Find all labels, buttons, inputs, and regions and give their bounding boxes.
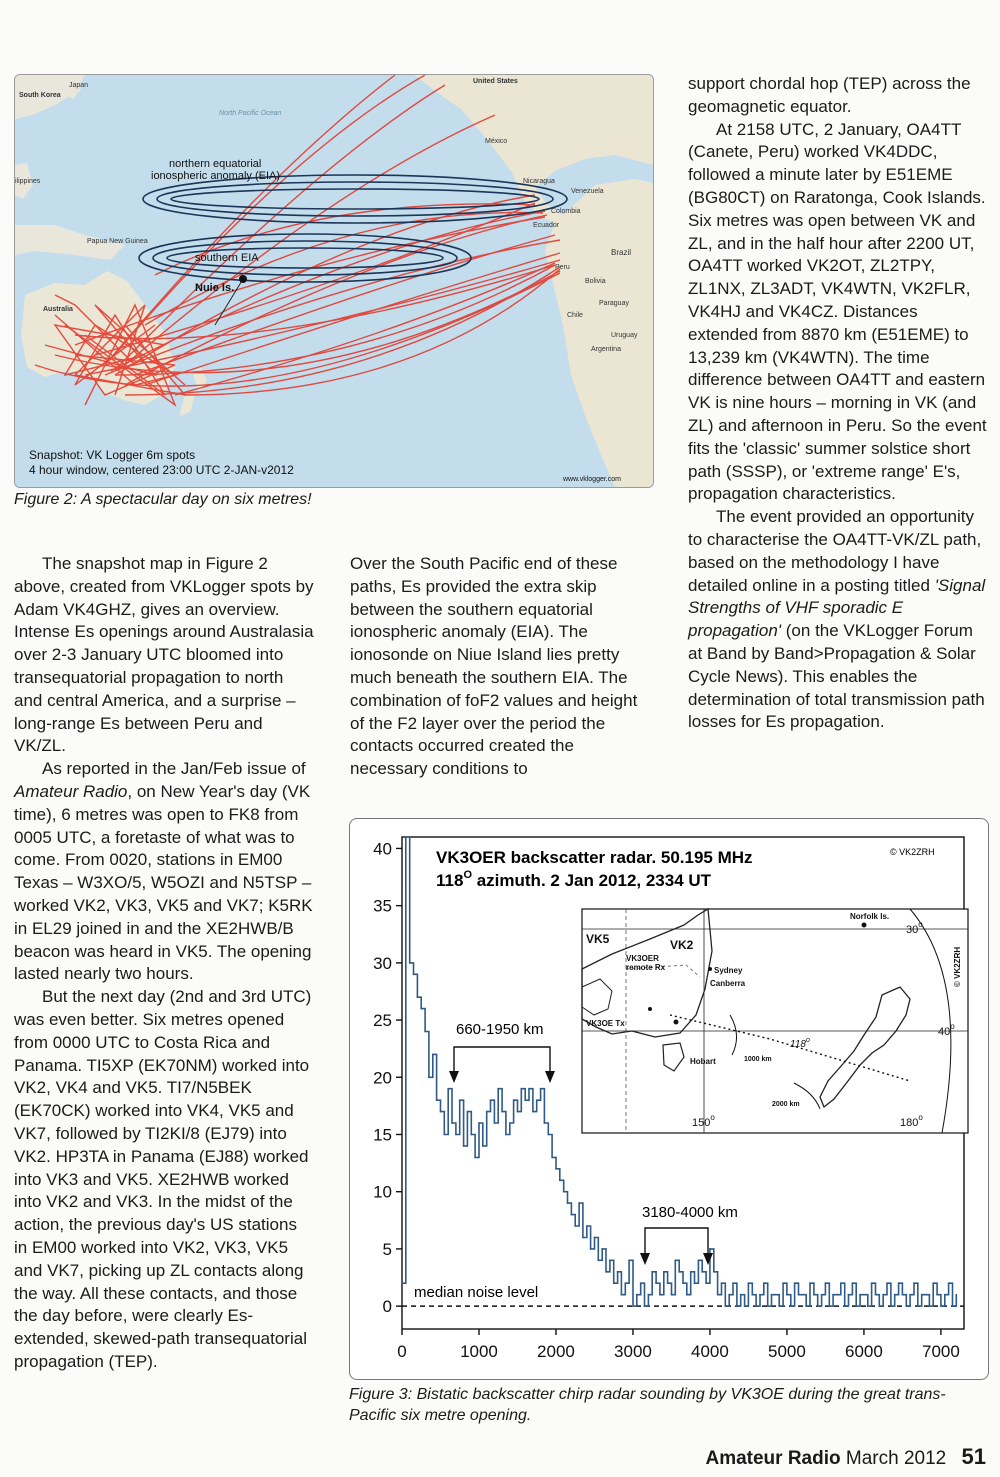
inset-label-lat30: 30$^o$ [906, 920, 923, 936]
label-peru: Peru [555, 264, 570, 271]
data-point [713, 1271, 715, 1273]
data-point [436, 1099, 438, 1101]
data-point [590, 1248, 592, 1250]
y-tick-label: 25 [373, 1011, 392, 1031]
data-point [524, 1099, 526, 1101]
inset-label-norfolk: Norfolk Is. [850, 912, 890, 921]
data-point [844, 1305, 846, 1307]
x-tick-label: 1000 [460, 1342, 498, 1361]
posting-title: 'Signal Strengths of VHF sporadic E propagation' [688, 575, 986, 641]
inset-label-vk5: VK5 [586, 932, 610, 946]
data-point [836, 1294, 838, 1296]
x-tick-label: 4000 [691, 1342, 729, 1361]
data-point [632, 1305, 634, 1307]
inset-label-sydney: Sydney [714, 966, 743, 975]
y-tick-label: 5 [382, 1239, 392, 1259]
data-point [536, 1099, 538, 1101]
data-point [828, 1305, 830, 1307]
bracket-3180-4000 [645, 1228, 708, 1259]
data-point [952, 1305, 954, 1307]
data-point [694, 1282, 696, 1284]
data-point [563, 1191, 565, 1193]
data-point [744, 1305, 746, 1307]
label-northern-eia-2: ionospheric anomaly (EIA) [151, 170, 281, 182]
data-point [805, 1305, 807, 1307]
chart-title-line-2: $118^O$ azimuth. 2 Jan 2012, 2334 UT [436, 869, 712, 890]
data-point [909, 1294, 911, 1296]
column-1-paragraph-2 [14, 758, 314, 986]
data-point [613, 1282, 615, 1284]
data-point [859, 1294, 861, 1296]
y-tick-label: 20 [373, 1068, 392, 1088]
column-1-paragraph-1: The snapshot map in Figure 2 above, created from VKLogger spots by Adam VK4GHZ, gives an overview. Intense Es openings around Australasia over 2-3 January UTC bloomed into transequatorial propagation to north and central America, and a surprise – long-range Es between Peru and VK/ZL. [14, 554, 314, 756]
inset-label-2000km: 2000 km [772, 1101, 800, 1108]
inset-map [582, 909, 968, 1133]
data-point [528, 1088, 530, 1090]
data-point [551, 1157, 553, 1159]
data-point [405, 836, 407, 838]
data-point [578, 1202, 580, 1204]
figure-2-map [14, 74, 654, 488]
data-point [809, 1282, 811, 1284]
data-point [582, 1237, 584, 1239]
label-north-pacific: North Pacific Ocean [219, 110, 282, 117]
data-point [474, 1157, 476, 1159]
data-point [732, 1282, 734, 1284]
data-point [517, 1111, 519, 1113]
x-tick-label: 3000 [614, 1342, 652, 1361]
data-point [921, 1294, 923, 1296]
column-2-paragraph-1: Over the South Pacific end of these paths, Es provided the extra skip between the southern equatorial ionospheric anomaly (EIA). The ionosonde on Niue Island lies pretty much beneath the southern EIA. The combination of foF2 values and height of the F2 layer over the period the contacts occurred created the necessary conditions to [350, 554, 638, 779]
magazine-name: Amateur Radio [705, 1448, 841, 1469]
data-point [879, 1305, 881, 1307]
data-point [913, 1282, 915, 1284]
label-united-states: United States [473, 78, 518, 85]
column-3-paragraph-2: At 2158 UTC, 2 January, OA4TT (Canete, Peru) worked VK4DDC, followed a minute later by E51EME (BG80CT) on Raratonga, Cook Islands. Six metres was open between VK and ZL, and in the half hour after 2200 UT, OA4TT worked VK2OT, ZL2TPY, ZL1NX, ZL3ADT, VK4WTN, VK2FLR, VK4HJ and VK4CZ. Distances extended from 8870 km (E51EME) to 13,239 km (VK4WTN). The time difference between OA4TT and eastern VK is nine hours – morning in VK (and ZL) and afternoon in Peru. So the event fits the 'classic' summer solstice short path (SSSP), or 'extreme range' E's, propagation characteristics. [688, 119, 987, 504]
data-point [463, 1145, 465, 1147]
snapshot-line-2: 4 hour window, centered 23:00 UTC 2-JAN-v2012 [29, 463, 294, 477]
label-papua-new-guinea: Papua New Guinea [87, 238, 148, 245]
data-point [725, 1305, 727, 1307]
data-point [875, 1294, 877, 1296]
data-point [574, 1225, 576, 1227]
x-tick-label: 0 [397, 1342, 407, 1361]
data-point [413, 974, 415, 976]
data-point [547, 1134, 549, 1136]
column-1 [14, 553, 314, 1374]
label-mexico: México [485, 138, 508, 145]
data-point [867, 1305, 869, 1307]
data-point [675, 1260, 677, 1262]
data-point [832, 1294, 834, 1296]
y-tick-label: 40 [373, 839, 392, 859]
data-point [698, 1260, 700, 1262]
y-tick-label: 30 [373, 953, 392, 973]
inset-label-lat40: 40$^o$ [938, 1022, 955, 1038]
data-point [598, 1260, 600, 1262]
data-point [721, 1282, 723, 1284]
y-tick-label: 15 [373, 1125, 392, 1145]
data-point [444, 1134, 446, 1136]
label-philippines: ilippines [15, 178, 41, 185]
data-point [871, 1282, 873, 1284]
label-south-korea: South Korea [19, 92, 61, 99]
figure-2-caption: Figure 2: A spectacular day on six metres! [14, 491, 312, 508]
label-brazil: Brazil [611, 248, 632, 257]
data-point [451, 1122, 453, 1124]
annotation-660-1950: 660-1950 km [456, 1021, 544, 1038]
data-point [917, 1305, 919, 1307]
x-tick-label: 5000 [768, 1342, 806, 1361]
label-japan: Japan [69, 82, 89, 89]
inset-label-vk2zrh: © VK2ZRH [953, 946, 962, 987]
data-point [771, 1294, 773, 1296]
label-argentina: Argentina [591, 346, 621, 353]
inset-label-vk3oer: VK3OER [626, 954, 659, 963]
data-point [509, 1122, 511, 1124]
y-tick-label: 10 [373, 1182, 392, 1202]
data-point [944, 1294, 946, 1296]
data-point [813, 1294, 815, 1296]
data-point [467, 1111, 469, 1113]
figure-3-chart [349, 818, 989, 1380]
inset-norfolk-marker [862, 923, 867, 928]
data-point [748, 1282, 750, 1284]
column-1-paragraph-3: But the next day (2nd and 3rd UTC) was even better. Six metres opened from 0000 UTC to Costa Rica and Panama. TI5XP (EK70NM) worked into VK2, VK4 and VK5. TI7/N5BEK (EK70CK) worked into VK4, VK5 and VK7, followed by TI2KI/8 (EJ79) into VK2. HP3TA in Panama (EJ88) worked into VK3 and VK5. XE2HWB worked into VK2 and VK3. In the midst of the action, the previous day's US stations in EM00 worked into VK2, VK3, VK5 and VK7, picking up ZL contacts along the way. All these contacts, and those the day before, were clearly Es-extended, skewed-path transequatorial propagation (TEP). [14, 987, 312, 1371]
data-point [505, 1134, 507, 1136]
paragraph-3-lead: The event provided an opportunity to characterise the OA4TT-VK/ZL path, based on the methodology I have detailed online in a posting titled [688, 507, 982, 595]
data-point [586, 1225, 588, 1227]
data-point [671, 1294, 673, 1296]
y-tick-label: 0 [382, 1297, 392, 1317]
data-point [617, 1271, 619, 1273]
data-point [621, 1294, 623, 1296]
backscatter-chart [350, 819, 988, 1379]
data-point [798, 1294, 800, 1296]
issue-date: March 2012 [845, 1448, 947, 1469]
data-point [513, 1099, 515, 1101]
data-point [555, 1168, 557, 1170]
snapshot-line-1: Snapshot: VK Logger 6m spots [29, 448, 196, 462]
data-point [705, 1282, 707, 1284]
column-2 [350, 553, 646, 781]
data-point [432, 1054, 434, 1056]
data-point [728, 1294, 730, 1296]
data-point [936, 1294, 938, 1296]
label-colombia: Colombia [551, 208, 581, 215]
data-point [601, 1248, 603, 1250]
data-point [424, 1031, 426, 1033]
data-point [428, 1076, 430, 1078]
data-point [775, 1294, 777, 1296]
data-point [817, 1305, 819, 1307]
label-northern-eia-1: northern equatorial [169, 158, 262, 170]
vklogger-watermark: www.vklogger.com [563, 476, 621, 483]
data-point [701, 1271, 703, 1273]
data-point [840, 1282, 842, 1284]
data-point [470, 1134, 472, 1136]
chart-title-line-1: VK3OER backscatter radar. 50.195 MHz [436, 848, 753, 867]
label-nicaragua: Nicaragua [523, 178, 555, 185]
data-point [855, 1305, 857, 1307]
paragraph-2-lead: As reported in the Jan/Feb issue of [42, 759, 306, 779]
data-point [651, 1271, 653, 1273]
data-point [790, 1305, 792, 1307]
chart-copyright: © VK2ZRH [890, 847, 935, 857]
inset-label-1000km: 1000 km [744, 1056, 772, 1063]
bracket-660-1950 [454, 1047, 550, 1077]
data-point [932, 1282, 934, 1284]
data-point [482, 1145, 484, 1147]
data-point [594, 1237, 596, 1239]
data-point [894, 1294, 896, 1296]
propagation-map [15, 75, 653, 487]
data-point [420, 1008, 422, 1010]
data-point [863, 1294, 865, 1296]
bracket-660-1950-arrows [449, 1071, 555, 1083]
data-point [624, 1282, 626, 1284]
data-point [532, 1111, 534, 1113]
inset-label-vk2: VK2 [670, 938, 694, 952]
column-3-paragraph-1: support chordal hop (TEP) across the geomagnetic equator. [688, 74, 971, 116]
data-point [455, 1134, 457, 1136]
data-point [821, 1294, 823, 1296]
data-point [644, 1305, 646, 1307]
data-point [459, 1099, 461, 1101]
label-australia: Australia [43, 306, 73, 313]
data-point [940, 1305, 942, 1307]
inset-sydney-marker [708, 967, 712, 971]
label-ecuador: Ecuador [533, 222, 560, 229]
data-point [852, 1282, 854, 1284]
data-point [636, 1294, 638, 1296]
data-point [567, 1202, 569, 1204]
data-point [659, 1294, 661, 1296]
data-point [886, 1282, 888, 1284]
column-3-paragraph-3 [688, 506, 988, 734]
data-point [571, 1214, 573, 1216]
data-point [559, 1179, 561, 1181]
data-point [494, 1122, 496, 1124]
data-point [740, 1294, 742, 1296]
data-point [478, 1122, 480, 1124]
data-point [497, 1088, 499, 1090]
inset-vk3oe-tx-marker [674, 1020, 679, 1025]
data-point [628, 1260, 630, 1262]
data-point [640, 1282, 642, 1284]
data-point [686, 1294, 688, 1296]
data-point [948, 1282, 950, 1284]
data-point [605, 1271, 607, 1273]
niue-marker [239, 275, 247, 283]
y-tick-label: 35 [373, 896, 392, 916]
data-point [802, 1294, 804, 1296]
data-point [401, 1282, 403, 1284]
inset-label-vk3oe-tx: VK3OE Tx [586, 1019, 625, 1028]
data-point [609, 1260, 611, 1262]
data-point [905, 1305, 907, 1307]
data-point [667, 1282, 669, 1284]
data-point [898, 1282, 900, 1284]
publication-title: Amateur Radio [14, 781, 128, 801]
data-point [447, 1088, 449, 1090]
inset-label-azimuth: 118$^o$ [790, 1037, 810, 1050]
data-point [848, 1294, 850, 1296]
data-point [751, 1294, 753, 1296]
inset-label-remote-rx: remote Rx [626, 963, 666, 972]
inset-remote-rx-marker [648, 1007, 652, 1011]
data-point [678, 1271, 680, 1273]
data-point [648, 1294, 650, 1296]
data-point [882, 1294, 884, 1296]
label-chile: Chile [567, 312, 583, 319]
data-point [755, 1305, 757, 1307]
data-point [778, 1305, 780, 1307]
paragraph-3-rest: (on the VKLogger Forum at Band by Band>Propagation & Solar Cycle News). This enables the determination of total transmission path losses for Es propagation. [688, 621, 985, 732]
data-point [709, 1248, 711, 1250]
label-southern-eia: southern EIA [195, 252, 259, 264]
data-point [902, 1294, 904, 1296]
data-point [490, 1099, 492, 1101]
data-point [409, 962, 411, 964]
label-paraguay: Paraguay [599, 300, 629, 307]
data-point [767, 1305, 769, 1307]
label-uruguay: Uruguay [611, 332, 638, 339]
label-venezuela: Venezuela [571, 188, 604, 195]
data-point [759, 1294, 761, 1296]
data-point [440, 1111, 442, 1113]
data-point [544, 1122, 546, 1124]
data-point [794, 1282, 796, 1284]
data-point [521, 1088, 523, 1090]
figure-3-caption: Figure 3: Bistatic backscatter chirp radar sounding by VK3OE during the great trans-Pacific six metre opening. [349, 1386, 946, 1424]
data-point [655, 1282, 657, 1284]
data-point [736, 1305, 738, 1307]
data-point [929, 1305, 931, 1307]
data-point [925, 1294, 927, 1296]
data-point [501, 1111, 503, 1113]
data-point [682, 1282, 684, 1284]
data-point [786, 1294, 788, 1296]
data-point [782, 1282, 784, 1284]
annotation-3180-4000: 3180-4000 km [642, 1204, 738, 1221]
label-bolivia: Bolivia [585, 278, 606, 285]
inset-label-canberra: Canberra [710, 979, 746, 988]
data-point [486, 1111, 488, 1113]
column-3 [688, 73, 988, 734]
noise-level-label: median noise level [414, 1284, 539, 1301]
data-point [956, 1294, 958, 1296]
data-point [825, 1282, 827, 1284]
inset-label-hobart: Hobart [690, 1057, 716, 1066]
data-point [717, 1294, 719, 1296]
inset-label-lon150: 150$^o$ [692, 1113, 715, 1129]
x-tick-label: 6000 [845, 1342, 883, 1361]
page-footer [705, 1444, 986, 1470]
inset-label-lon180: 180$^o$ [900, 1113, 923, 1129]
data-point [690, 1271, 692, 1273]
data-point [417, 996, 419, 998]
x-tick-label: 2000 [537, 1342, 575, 1361]
page-number: 51 [961, 1444, 986, 1469]
label-niue: Nuie Is. [195, 282, 235, 294]
x-tick-label: 7000 [921, 1342, 960, 1361]
data-point [763, 1282, 765, 1284]
data-point [890, 1305, 892, 1307]
data-point [540, 1088, 542, 1090]
data-point [663, 1271, 665, 1273]
paragraph-2-rest: , on New Year's day (VK time), 6 metres was open to FK8 from 0005 UTC, a foretaste of what was to come. From 0020, stations in EM00 Texas – W3XO/5, W5OZI and N5TSP – worked VK2, VK3, VK5 and VK7; K5RK in EL29 joined in and the XE2HWB/B beacon was heard in VK5. The opening lasted nearly two hours. [14, 781, 313, 984]
